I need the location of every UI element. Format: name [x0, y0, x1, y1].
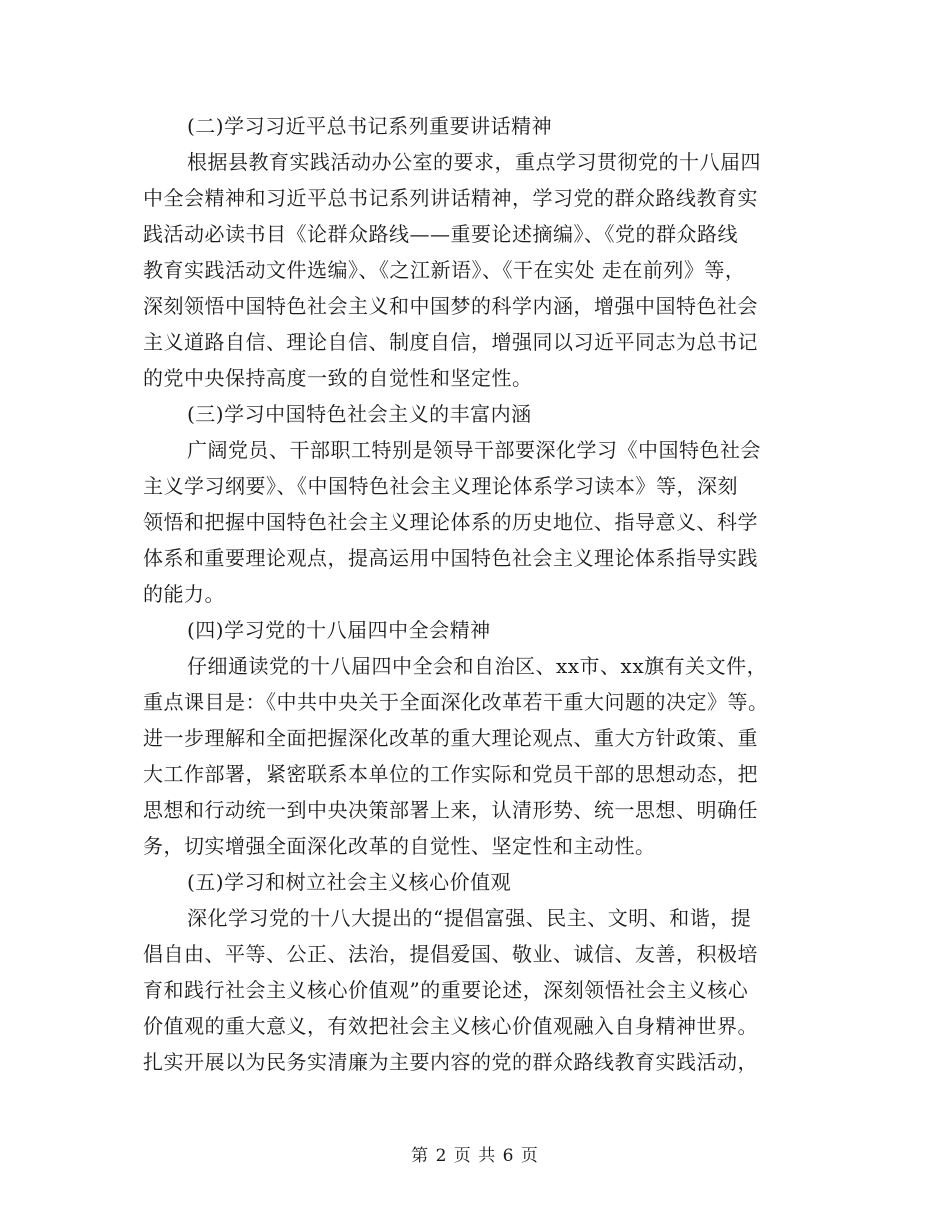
paragraph-line-indented: (三)学习中国特色社会主义的丰富内涵	[187, 402, 532, 426]
paragraph-line: 价值观的重大意义，有效把社会主义核心价值观融入自身精神世界。	[143, 1014, 758, 1038]
paragraph-line: 领悟和把握中国特色社会主义理论体系的历史地位、指导意义、科学	[143, 510, 758, 534]
paragraph-line: 的党中央保持高度一致的自觉性和坚定性。	[143, 366, 533, 390]
paragraph-line: 践活动必读书目《论群众路线——重要论述摘编》、《党的群众路线	[143, 222, 738, 246]
paragraph-line: 体系和重要理论观点，提高运用中国特色社会主义理论体系指导实践	[143, 546, 758, 570]
document-body	[143, 108, 815, 1080]
page-footer: 第 2 页 共 6 页	[411, 1146, 539, 1166]
paragraph-line: 重点课目是：《中共中央关于全面深化改革若干重大问题的决定》等。	[143, 690, 769, 714]
paragraph-line: 深刻领悟中国特色社会主义和中国梦的科学内涵，增强中国特色社会	[143, 294, 758, 318]
paragraph-line-indented: 仔细通读党的十八届四中全会和自治区、xx市、xx旗有关文件，	[187, 654, 768, 678]
paragraph-line: 务，切实增强全面深化改革的自觉性、坚定性和主动性。	[143, 834, 656, 858]
paragraph-line-indented: (五)学习和树立社会主义核心价值观	[187, 870, 512, 894]
paragraph-line-indented: 广阔党员、干部职工特别是领导干部要深化学习《中国特色社会	[187, 438, 761, 462]
paragraph-line-indented: 根据县教育实践活动办公室的要求，重点学习贯彻党的十八届四	[187, 150, 761, 174]
paragraph-line-indented: 深化学习党的十八大提出的“提倡富强、民主、文明、和谐，提	[187, 906, 752, 930]
paragraph-line: 中全会精神和习近平总书记系列讲话精神，学习党的群众路线教育实	[143, 186, 758, 210]
paragraph-line: 主义道路自信、理论自信、制度自信，增强同以习近平同志为总书记	[143, 330, 758, 354]
paragraph-line-indented: (四)学习党的十八届四中全会精神	[187, 618, 491, 642]
paragraph-line: 扎实开展以为民务实清廉为主要内容的党的群众路线教育实践活动，	[143, 1050, 758, 1074]
paragraph-line: 进一步理解和全面把握深化改革的重大理论观点、重大方针政策、重	[143, 726, 758, 750]
paragraph-line: 育和践行社会主义核心价值观”的重要论述，深刻领悟社会主义核心	[143, 978, 749, 1002]
paragraph-line: 的能力。	[143, 582, 225, 606]
paragraph-line: 主义学习纲要》、《中国特色社会主义理论体系学习读本》等，深刻	[143, 474, 738, 498]
paragraph-line: 倡自由、平等、公正、法治，提倡爱国、敬业、诚信、友善，积极培	[143, 942, 758, 966]
paragraph-line: 教育实践活动文件选编》、《之江新语》、《干在实处 走在前列》等，	[143, 258, 746, 282]
paragraph-line: 大工作部署，紧密联系本单位的工作实际和党员干部的思想动态，把	[143, 762, 758, 786]
paragraph-line-indented: (二)学习习近平总书记系列重要讲话精神	[187, 114, 553, 138]
paragraph-line: 思想和行动统一到中央决策部署上来，认清形势、统一思想、明确任	[143, 798, 758, 822]
